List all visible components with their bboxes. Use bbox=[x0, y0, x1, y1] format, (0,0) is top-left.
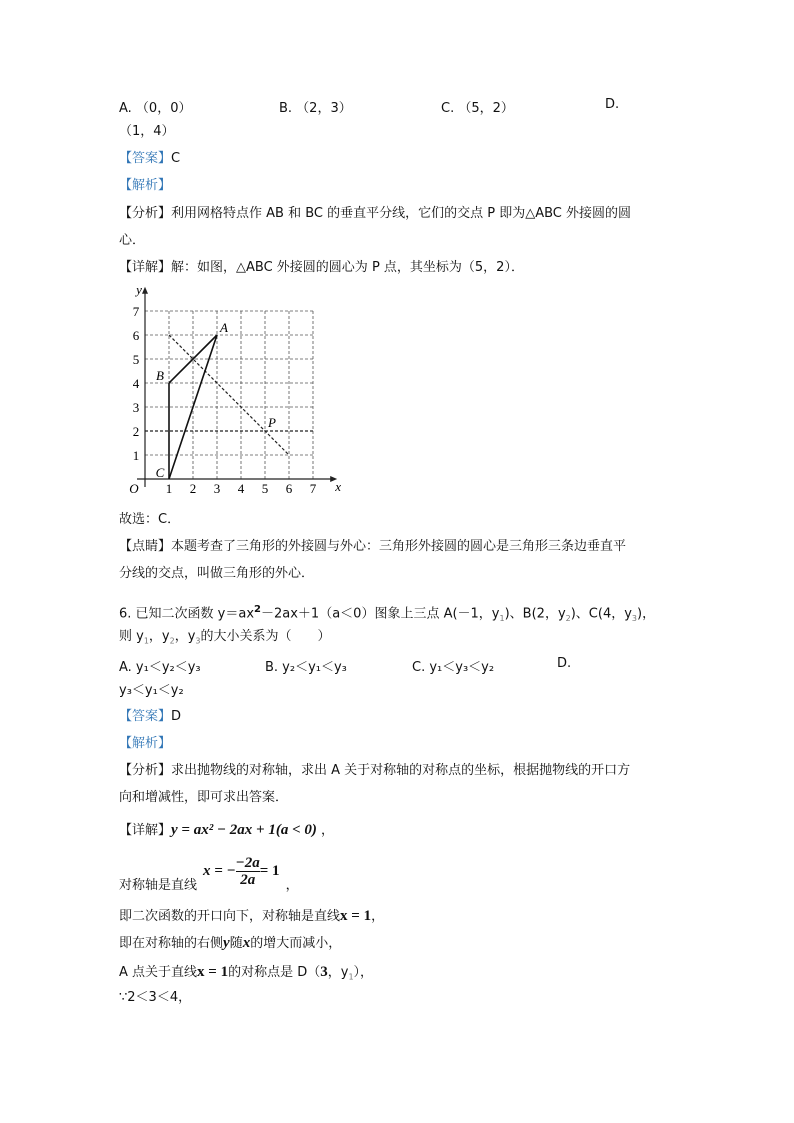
numerator: −2a bbox=[235, 855, 260, 871]
text: A 点关于直线 bbox=[119, 965, 198, 980]
comma: ， bbox=[321, 823, 335, 838]
answer-tag: 【答案】 bbox=[119, 151, 172, 166]
point-label-a: A bbox=[220, 320, 228, 335]
fenxi-tag: 【分析】 bbox=[119, 206, 172, 221]
point-label-b: B bbox=[156, 368, 164, 383]
q6-xiangjie bbox=[119, 822, 334, 839]
q5-fenxi bbox=[119, 206, 631, 222]
axis-label: 对称轴是直线 bbox=[119, 878, 198, 893]
sub: 3 bbox=[631, 613, 638, 623]
q6-stem-line1 bbox=[119, 602, 655, 627]
xiangjie-text: 解：如图，△ABC 外接圆的圆心为 P 点，其坐标为（5，2）． bbox=[171, 260, 524, 275]
fenxi-text: 利用网格特点作 AB 和 BC 的垂直平分线，它们的交点 P 即为△ABC 外接圆的圆 bbox=[171, 206, 632, 221]
y-axis-arrow bbox=[142, 287, 148, 294]
dianjing-tag: 【点睛】 bbox=[119, 539, 172, 554]
answer-value: C bbox=[171, 151, 181, 166]
formula: x = 1 bbox=[340, 908, 372, 924]
comma: ， bbox=[285, 878, 299, 893]
q6-axis-line bbox=[119, 855, 299, 893]
q6-line-b bbox=[119, 935, 341, 952]
text: 的对称点是 D（ bbox=[228, 965, 321, 980]
point-label-p: P bbox=[268, 415, 276, 430]
xiangjie-tag: 【详解】 bbox=[119, 823, 172, 838]
formula: y = ax² − 2ax + 1(a < 0) bbox=[171, 822, 317, 838]
x-tick-label: 4 bbox=[237, 481, 245, 496]
x-axis-label: x bbox=[335, 479, 342, 494]
text: ）， bbox=[353, 965, 374, 980]
x-tick-label: 5 bbox=[261, 481, 269, 496]
text: ，y bbox=[327, 965, 349, 980]
q5-option-b: B. （2，3） bbox=[279, 101, 352, 116]
stem-part: )、C(4，y bbox=[570, 606, 632, 622]
stem-exponent: 2 bbox=[254, 604, 261, 615]
sub: 1 bbox=[143, 636, 149, 646]
stem-part: 6. 已知二次函数 y＝ax bbox=[119, 606, 255, 622]
point-label-c: C bbox=[155, 465, 165, 480]
sub: 2 bbox=[565, 613, 571, 623]
xiangjie-tag: 【详解】 bbox=[119, 260, 172, 275]
formula: 3 bbox=[320, 964, 328, 980]
stem-part: ，y bbox=[148, 629, 170, 644]
q6-line-c bbox=[119, 964, 373, 986]
text: ， bbox=[371, 909, 385, 924]
text: 的增大而减小， bbox=[250, 936, 342, 951]
q6-answer bbox=[119, 709, 181, 725]
stem-part: 则 y bbox=[119, 629, 144, 644]
q5-dianjing-cont: 分线的交点，叫做三角形的外心． bbox=[119, 566, 315, 581]
q5-answer bbox=[119, 151, 180, 167]
coordinate-figure bbox=[115, 285, 355, 500]
q6-fenxi-cont: 向和增减性，即可求出答案． bbox=[119, 790, 289, 805]
q6-stem-line2 bbox=[119, 629, 331, 650]
sub: 1 bbox=[499, 613, 505, 623]
perpendicular-bisector bbox=[169, 335, 289, 455]
q5-xiangjie bbox=[119, 260, 524, 276]
q6-fenxi bbox=[119, 763, 630, 779]
q6-option-d: D. bbox=[557, 656, 572, 671]
sub: 3 bbox=[195, 636, 201, 646]
fenxi-text: 求出抛物线的对称轴，求出 A 关于对称轴的对称点的坐标，根据抛物线的开口方 bbox=[171, 763, 631, 778]
answer-value: D bbox=[171, 709, 182, 724]
x-tick-label: 1 bbox=[165, 481, 173, 496]
stem-part: )， bbox=[637, 606, 656, 622]
text: 即二次函数的开口向下，对称轴是直线 bbox=[119, 909, 341, 924]
q5-option-c: C. （5，2） bbox=[441, 101, 514, 116]
text: 即在对称轴的右侧 bbox=[119, 936, 224, 951]
y-tick-label: 4 bbox=[132, 376, 140, 391]
formula: y bbox=[223, 935, 230, 951]
x-tick-label: 3 bbox=[213, 481, 221, 496]
q6-option-d-value: y₃＜y₁＜y₂ bbox=[119, 683, 184, 698]
denominator: 2a bbox=[240, 872, 256, 888]
q6-line-a bbox=[119, 908, 384, 925]
q5-conclusion: 故选：C． bbox=[119, 512, 181, 527]
stem-part: －2ax＋1（a＜0）图象上三点 A(－1，y bbox=[261, 606, 500, 622]
q5-option-d: D. bbox=[605, 97, 620, 112]
x-tick-label: 6 bbox=[285, 481, 293, 496]
q5-option-a: A. （0，0） bbox=[119, 101, 192, 116]
y-tick-label: 7 bbox=[132, 304, 140, 319]
q6-option-a: A. y₁＜y₂＜y₃ bbox=[119, 660, 201, 675]
q5-analysis-tag: 【解析】 bbox=[119, 178, 172, 193]
y-tick-label: 3 bbox=[132, 400, 140, 415]
q5-dianjing bbox=[119, 539, 626, 555]
y-axis-label: y bbox=[136, 285, 142, 297]
answer-tag: 【答案】 bbox=[119, 709, 172, 724]
y-tick-label: 5 bbox=[132, 352, 140, 367]
origin-label: O bbox=[129, 481, 139, 496]
q6-analysis-tag: 【解析】 bbox=[119, 736, 172, 751]
x-tick-label: 7 bbox=[309, 481, 317, 496]
fenxi-tag: 【分析】 bbox=[119, 763, 172, 778]
fraction bbox=[236, 855, 260, 888]
formula: = 1 bbox=[259, 863, 280, 879]
text: 随 bbox=[229, 936, 243, 951]
x-tick-label: 2 bbox=[189, 481, 197, 496]
formula: x bbox=[242, 935, 251, 951]
stem-part: ，y bbox=[174, 629, 196, 644]
stem-part: 的大小关系为（ ） bbox=[200, 629, 331, 644]
q6-option-b: B. y₂＜y₁＜y₃ bbox=[265, 660, 347, 675]
y-tick-label: 1 bbox=[132, 448, 140, 463]
stem-part: )、B(2，y bbox=[504, 606, 566, 622]
formula: x = − bbox=[203, 863, 236, 879]
sub: 1 bbox=[348, 972, 354, 982]
q5-fenxi-cont: 心． bbox=[119, 233, 146, 248]
y-tick-label: 2 bbox=[132, 424, 140, 439]
formula: x = 1 bbox=[197, 964, 229, 980]
y-tick-label: 6 bbox=[132, 328, 140, 343]
q5-option-d-value: （1，4） bbox=[119, 124, 175, 139]
dianjing-text: 本题考查了三角形的外接圆与外心：三角形外接圆的圆心是三角形三条边垂直平 bbox=[171, 539, 627, 554]
sub: 2 bbox=[169, 636, 175, 646]
q6-option-c: C. y₁＜y₃＜y₂ bbox=[412, 660, 495, 675]
q6-line-d: ∵2＜3＜4， bbox=[119, 990, 192, 1005]
